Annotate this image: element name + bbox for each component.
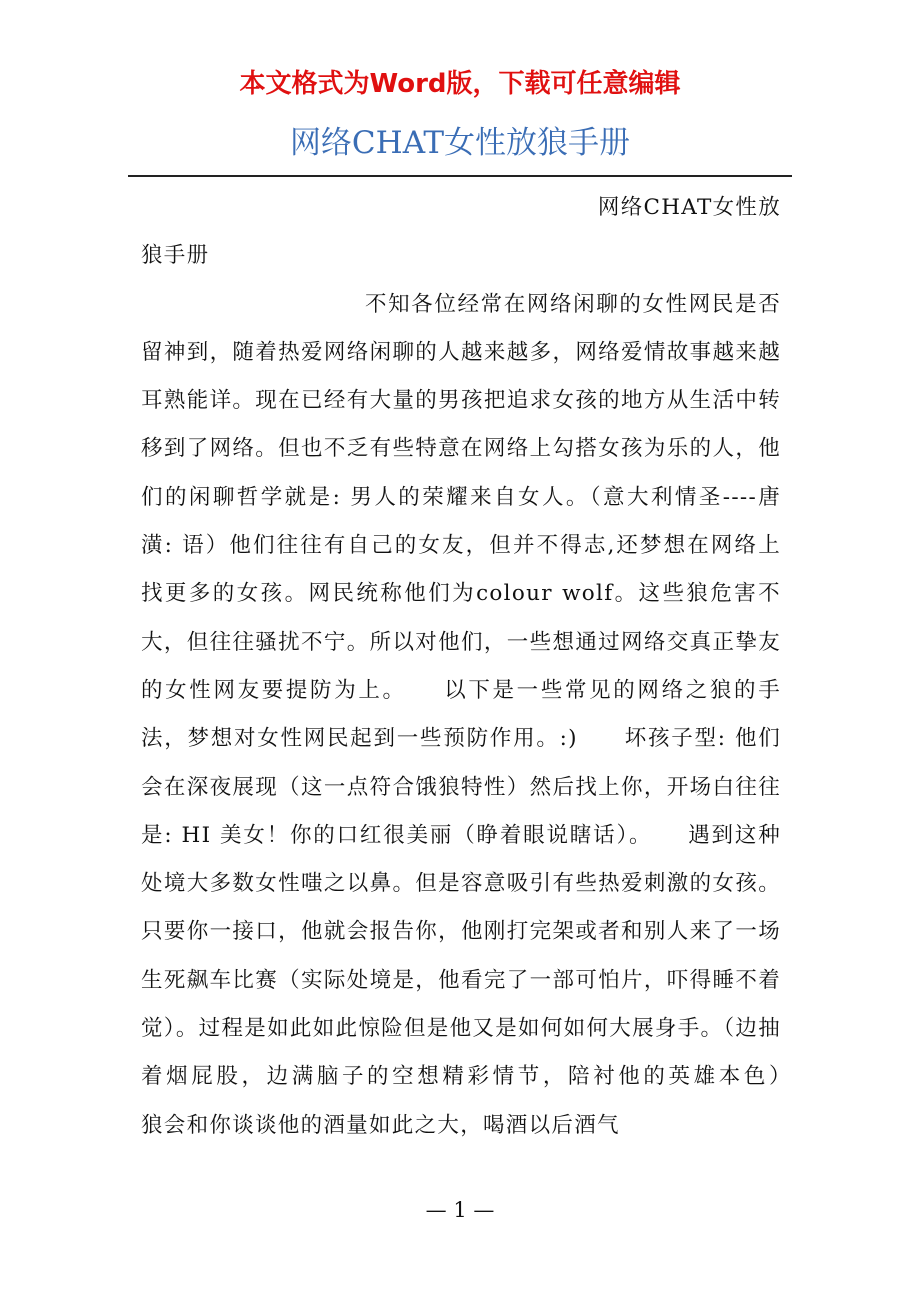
body-paragraph xyxy=(141,184,827,1150)
body-line-indented: 不知各位经常在网络闲聊的女性网民是否留神到，随着热爱网络闲聊的人越来越多，网络爱情故事越来越耳熟能详。现在已经有大量的男孩把追求女孩的地方从生活中转移到了网络。但也不乏有些特意在网络上勾搭女孩为乐的人，他们的闲聊哲学就是: 男人的荣耀来自女人。（意大利情圣----唐潢: 语）他们往往有自己的女友，但并不得志,还梦想在网络上找更多的女孩。网民统称他们为colour wolf。这些狼危害不大，但往往骚扰不宁。所以对他们，一些想通过网络交真正挚友的女性网友要提防为上。 以下是一些常见的网络之狼的手法，梦想对女性网民起到一些预防作用。:) 坏孩子型: 他们会在深夜展现（这一点符合饿狼特性）然后找上你，开场白往往是: HI 美女！你的口红很美丽（睁着眼说瞎话）。 遇到这种处境大多数女性嗤之以鼻。但是容意吸引有些热爱刺激的女孩。只要你一接口，他就会报告你，他刚打完架或者和别人来了一场生死飙车比赛（实际处境是，他看完了一部可怕片，吓得睡不着觉）。过程是如此如此惊险但是他又是如何如何大展身手。（边抽着烟屁股，边满脑子的空想精彩情节，陪衬他的英雄本色） 狼会和你谈谈他的酒量如此之大，喝酒以后酒气 xyxy=(141,291,827,1138)
title-divider xyxy=(128,175,792,177)
body-line-right: 网络CHAT女性放 xyxy=(597,195,781,220)
body-line: 狼手册 xyxy=(141,243,210,269)
download-banner: 本文格式为Word版，下载可任意编辑 xyxy=(239,69,681,99)
document-title: 网络CHAT女性放狼手册 xyxy=(289,125,631,161)
page-number: — 1 — xyxy=(425,1198,495,1222)
